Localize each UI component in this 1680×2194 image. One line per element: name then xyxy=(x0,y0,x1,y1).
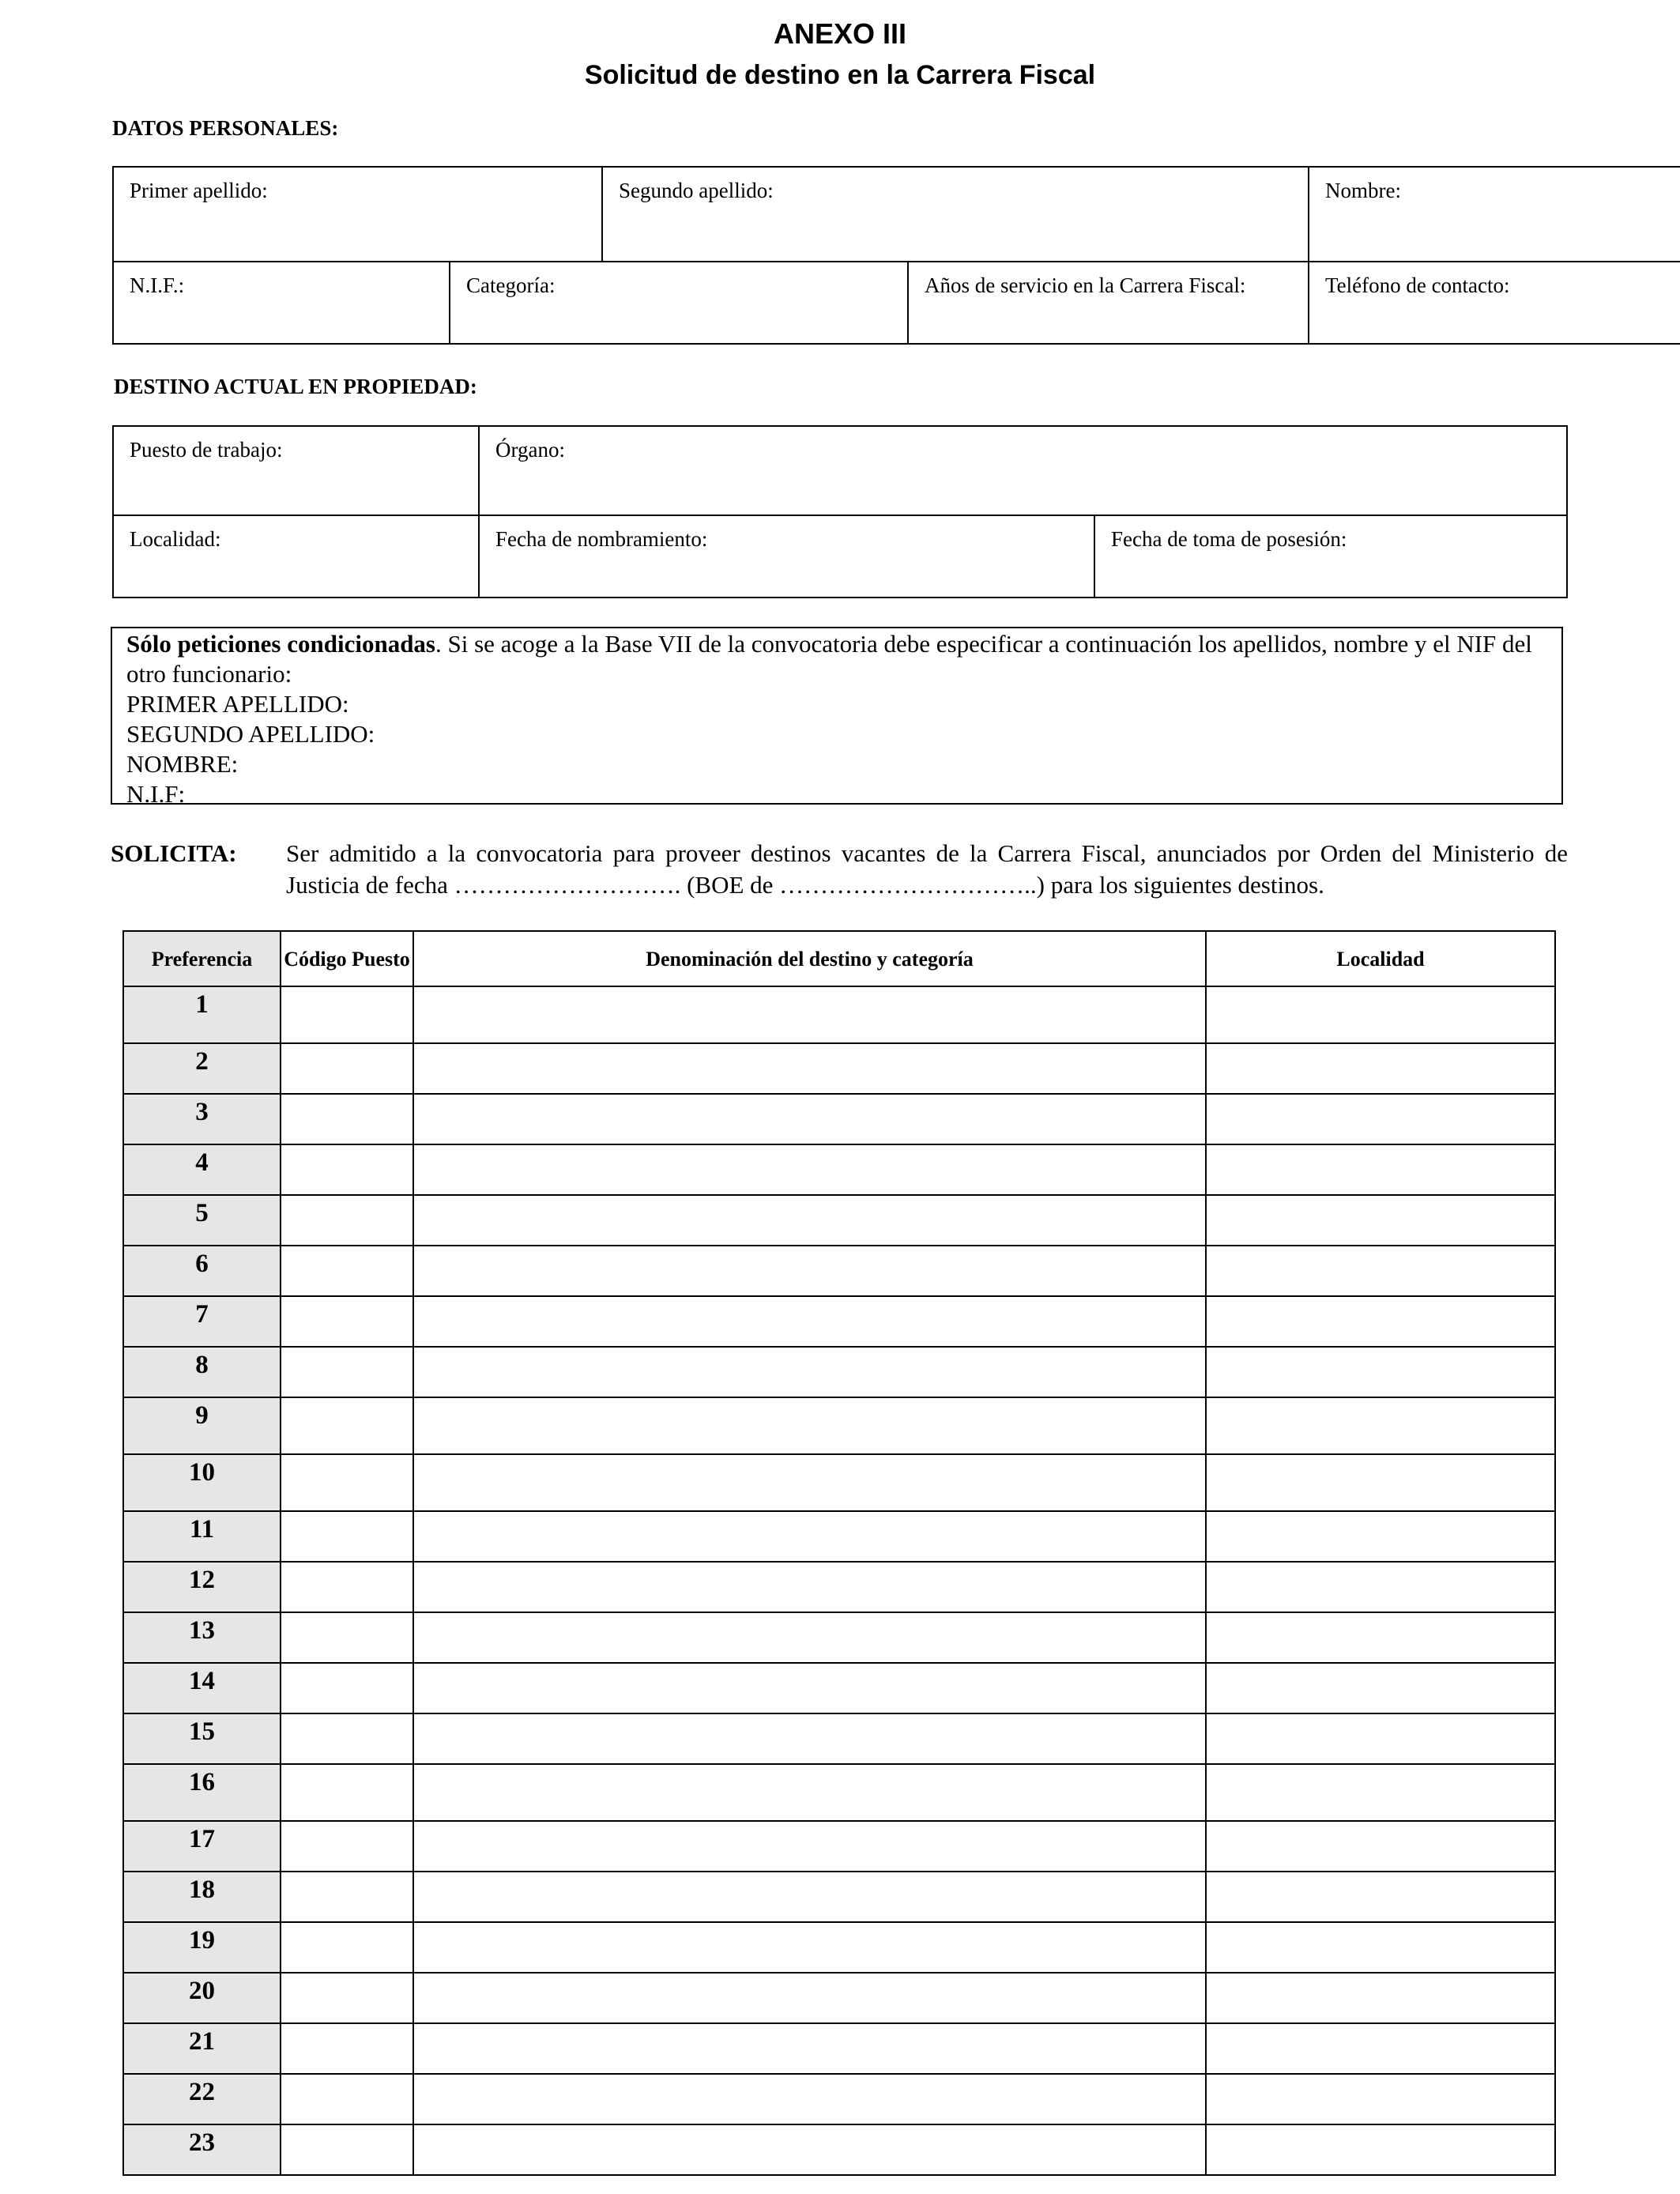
destination-row xyxy=(123,1397,1555,1454)
phone-field[interactable] xyxy=(1309,262,1680,344)
locality-cell[interactable] xyxy=(1206,1511,1555,1562)
preference-number: 8 xyxy=(123,1347,281,1397)
denomination-cell[interactable] xyxy=(413,1764,1206,1821)
code-cell[interactable] xyxy=(281,1713,413,1764)
conditional-text: . Si se acoge a la Base VII de la convocatoria debe especificar a continuación los apellidos, nombre y el NIF del otro funcionario: xyxy=(126,630,1532,688)
name-label: Nombre: xyxy=(1325,179,1401,202)
preference-number: 1 xyxy=(123,986,281,1043)
header-locality: Localidad xyxy=(1206,931,1555,986)
destination-row xyxy=(123,2124,1555,2175)
locality-cell[interactable] xyxy=(1206,1397,1555,1454)
locality-cell[interactable] xyxy=(1206,1612,1555,1663)
locality-cell[interactable] xyxy=(1206,1922,1555,1973)
destination-row xyxy=(123,1195,1555,1246)
code-cell[interactable] xyxy=(281,1821,413,1872)
destination-row xyxy=(123,1764,1555,1821)
denomination-cell[interactable] xyxy=(413,1195,1206,1246)
destination-row xyxy=(123,1562,1555,1612)
denomination-cell[interactable] xyxy=(413,1296,1206,1347)
locality-cell[interactable] xyxy=(1206,1562,1555,1612)
denomination-cell[interactable] xyxy=(413,1246,1206,1296)
destination-row xyxy=(123,1144,1555,1195)
destination-row xyxy=(123,1094,1555,1144)
organ-label: Órgano: xyxy=(495,438,565,462)
destination-row xyxy=(123,1454,1555,1511)
post-field[interactable] xyxy=(113,426,479,515)
first-surname-label: Primer apellido: xyxy=(130,179,268,202)
locality-cell[interactable] xyxy=(1206,1821,1555,1872)
current-post-heading: DESTINO ACTUAL EN PROPIEDAD: xyxy=(114,375,477,398)
denomination-cell[interactable] xyxy=(413,1562,1206,1612)
code-cell[interactable] xyxy=(281,1612,413,1663)
denomination-cell[interactable] xyxy=(413,1663,1206,1713)
preference-number: 7 xyxy=(123,1296,281,1347)
preference-number: 11 xyxy=(123,1511,281,1562)
locality-cell[interactable] xyxy=(1206,1973,1555,2023)
denomination-cell[interactable] xyxy=(413,2074,1206,2124)
destination-row xyxy=(123,1872,1555,1922)
annex-title: ANEXO III xyxy=(773,17,907,50)
destination-row xyxy=(123,1922,1555,1973)
conditional-second-surname[interactable]: SEGUNDO APELLIDO: xyxy=(126,720,375,748)
current-post-table xyxy=(112,425,1568,598)
destination-row xyxy=(123,1296,1555,1347)
phone-label: Teléfono de contacto: xyxy=(1325,273,1510,297)
category-field[interactable] xyxy=(450,262,908,344)
possession-date-field[interactable] xyxy=(1094,515,1567,598)
code-cell[interactable] xyxy=(281,1872,413,1922)
code-cell[interactable] xyxy=(281,2074,413,2124)
code-cell[interactable] xyxy=(281,2124,413,2175)
second-surname-label: Segundo apellido: xyxy=(619,179,774,202)
preference-number: 5 xyxy=(123,1195,281,1246)
locality-cell[interactable] xyxy=(1206,1195,1555,1246)
preference-number: 23 xyxy=(123,2124,281,2175)
code-cell[interactable] xyxy=(281,1397,413,1454)
post-label: Puesto de trabajo: xyxy=(130,438,283,462)
conditional-name[interactable]: NOMBRE: xyxy=(126,750,239,778)
denomination-cell[interactable] xyxy=(413,1713,1206,1764)
code-cell[interactable] xyxy=(281,1347,413,1397)
destination-row xyxy=(123,1713,1555,1764)
denomination-cell[interactable] xyxy=(413,1144,1206,1195)
code-cell[interactable] xyxy=(281,1195,413,1246)
locality-cell[interactable] xyxy=(1206,1872,1555,1922)
conditional-lead: Sólo peticiones condicionadas xyxy=(126,630,435,658)
denomination-cell[interactable] xyxy=(413,1094,1206,1144)
locality-field[interactable] xyxy=(113,515,479,598)
appointment-date-label: Fecha de nombramiento: xyxy=(495,527,708,551)
code-cell[interactable] xyxy=(281,1511,413,1562)
preference-number: 20 xyxy=(123,1973,281,2023)
locality-cell[interactable] xyxy=(1206,1246,1555,1296)
preference-number: 12 xyxy=(123,1562,281,1612)
header-preference: Preferencia xyxy=(123,931,281,986)
code-cell[interactable] xyxy=(281,1094,413,1144)
code-cell[interactable] xyxy=(281,1144,413,1195)
destination-row xyxy=(123,1246,1555,1296)
personal-data-heading: DATOS PERSONALES: xyxy=(112,116,339,140)
locality-cell[interactable] xyxy=(1206,2074,1555,2124)
nif-field[interactable] xyxy=(113,262,450,344)
years-label: Años de servicio en la Carrera Fiscal: xyxy=(925,273,1246,297)
name-field[interactable] xyxy=(1309,167,1680,262)
destination-row xyxy=(123,1511,1555,1562)
preference-number: 17 xyxy=(123,1821,281,1872)
preference-number: 15 xyxy=(123,1713,281,1764)
denomination-cell[interactable] xyxy=(413,1821,1206,1872)
organ-field[interactable] xyxy=(479,426,1567,515)
header-denomination: Denominación del destino y categoría xyxy=(413,931,1206,986)
preference-number: 13 xyxy=(123,1612,281,1663)
destination-row xyxy=(123,986,1555,1043)
header-code: Código Puesto xyxy=(281,931,413,986)
locality-label: Localidad: xyxy=(130,527,221,551)
preference-number: 4 xyxy=(123,1144,281,1195)
code-cell[interactable] xyxy=(281,2023,413,2074)
locality-cell[interactable] xyxy=(1206,986,1555,1043)
destination-row xyxy=(123,1663,1555,1713)
preference-number: 16 xyxy=(123,1764,281,1821)
denomination-cell[interactable] xyxy=(413,1454,1206,1511)
page-title: Solicitud de destino en la Carrera Fiscal xyxy=(584,60,1096,90)
second-surname-field[interactable] xyxy=(602,167,1309,262)
first-surname-field[interactable] xyxy=(113,167,602,262)
locality-cell[interactable] xyxy=(1206,1043,1555,1094)
denomination-cell[interactable] xyxy=(413,1397,1206,1454)
destination-row xyxy=(123,1821,1555,1872)
denomination-cell[interactable] xyxy=(413,2023,1206,2074)
category-label: Categoría: xyxy=(466,273,556,297)
locality-cell[interactable] xyxy=(1206,1296,1555,1347)
preference-number: 22 xyxy=(123,2074,281,2124)
conditional-requests-box xyxy=(111,627,1563,808)
locality-cell[interactable] xyxy=(1206,1764,1555,1821)
preference-number: 6 xyxy=(123,1246,281,1296)
denomination-cell[interactable] xyxy=(413,1347,1206,1397)
destination-row xyxy=(123,1347,1555,1397)
destinations-table xyxy=(122,930,1556,2176)
code-cell[interactable] xyxy=(281,1663,413,1713)
destination-row xyxy=(123,1973,1555,2023)
denomination-cell[interactable] xyxy=(413,986,1206,1043)
locality-cell[interactable] xyxy=(1206,1454,1555,1511)
locality-cell[interactable] xyxy=(1206,1144,1555,1195)
code-cell[interactable] xyxy=(281,1246,413,1296)
code-cell[interactable] xyxy=(281,1973,413,2023)
denomination-cell[interactable] xyxy=(413,2124,1206,2175)
preference-number: 10 xyxy=(123,1454,281,1511)
appointment-date-field[interactable] xyxy=(479,515,1094,598)
destination-row xyxy=(123,1043,1555,1094)
code-cell[interactable] xyxy=(281,986,413,1043)
locality-cell[interactable] xyxy=(1206,1663,1555,1713)
preference-number: 14 xyxy=(123,1663,281,1713)
locality-cell[interactable] xyxy=(1206,1713,1555,1764)
locality-cell[interactable] xyxy=(1206,2023,1555,2074)
preference-number: 2 xyxy=(123,1043,281,1094)
locality-cell[interactable] xyxy=(1206,1347,1555,1397)
nif-label: N.I.F.: xyxy=(130,273,185,297)
code-cell[interactable] xyxy=(281,1922,413,1973)
denomination-cell[interactable] xyxy=(413,1511,1206,1562)
preference-number: 3 xyxy=(123,1094,281,1144)
code-cell[interactable] xyxy=(281,1764,413,1821)
locality-cell[interactable] xyxy=(1206,1094,1555,1144)
destination-row xyxy=(123,2023,1555,2074)
personal-data-table xyxy=(112,166,1680,345)
locality-cell[interactable] xyxy=(1206,2124,1555,2175)
conditional-intro xyxy=(126,629,1547,689)
preference-number: 21 xyxy=(123,2023,281,2074)
preference-number: 9 xyxy=(123,1397,281,1454)
conditional-nif[interactable]: N.I.F: xyxy=(126,780,186,808)
code-cell[interactable] xyxy=(281,1562,413,1612)
request-label: SOLICITA: xyxy=(111,839,237,867)
code-cell[interactable] xyxy=(281,1454,413,1511)
request-text: Ser admitido a la convocatoria para proveer destinos vacantes de la Carrera Fiscal, anunciados por Orden del Ministerio de Justicia de fecha ………………………. (BOE de …………………………..) para los siguientes destinos. xyxy=(286,839,1568,899)
denomination-cell[interactable] xyxy=(413,1973,1206,2023)
denomination-cell[interactable] xyxy=(413,1043,1206,1094)
destination-row xyxy=(123,1612,1555,1663)
possession-date-label: Fecha de toma de posesión: xyxy=(1111,527,1347,551)
destination-row xyxy=(123,2074,1555,2124)
preference-number: 18 xyxy=(123,1872,281,1922)
denomination-cell[interactable] xyxy=(413,1922,1206,1973)
conditional-first-surname[interactable]: PRIMER APELLIDO: xyxy=(126,690,349,718)
denomination-cell[interactable] xyxy=(413,1872,1206,1922)
code-cell[interactable] xyxy=(281,1296,413,1347)
preference-number: 19 xyxy=(123,1922,281,1973)
years-field[interactable] xyxy=(908,262,1309,344)
denomination-cell[interactable] xyxy=(413,1612,1206,1663)
code-cell[interactable] xyxy=(281,1043,413,1094)
